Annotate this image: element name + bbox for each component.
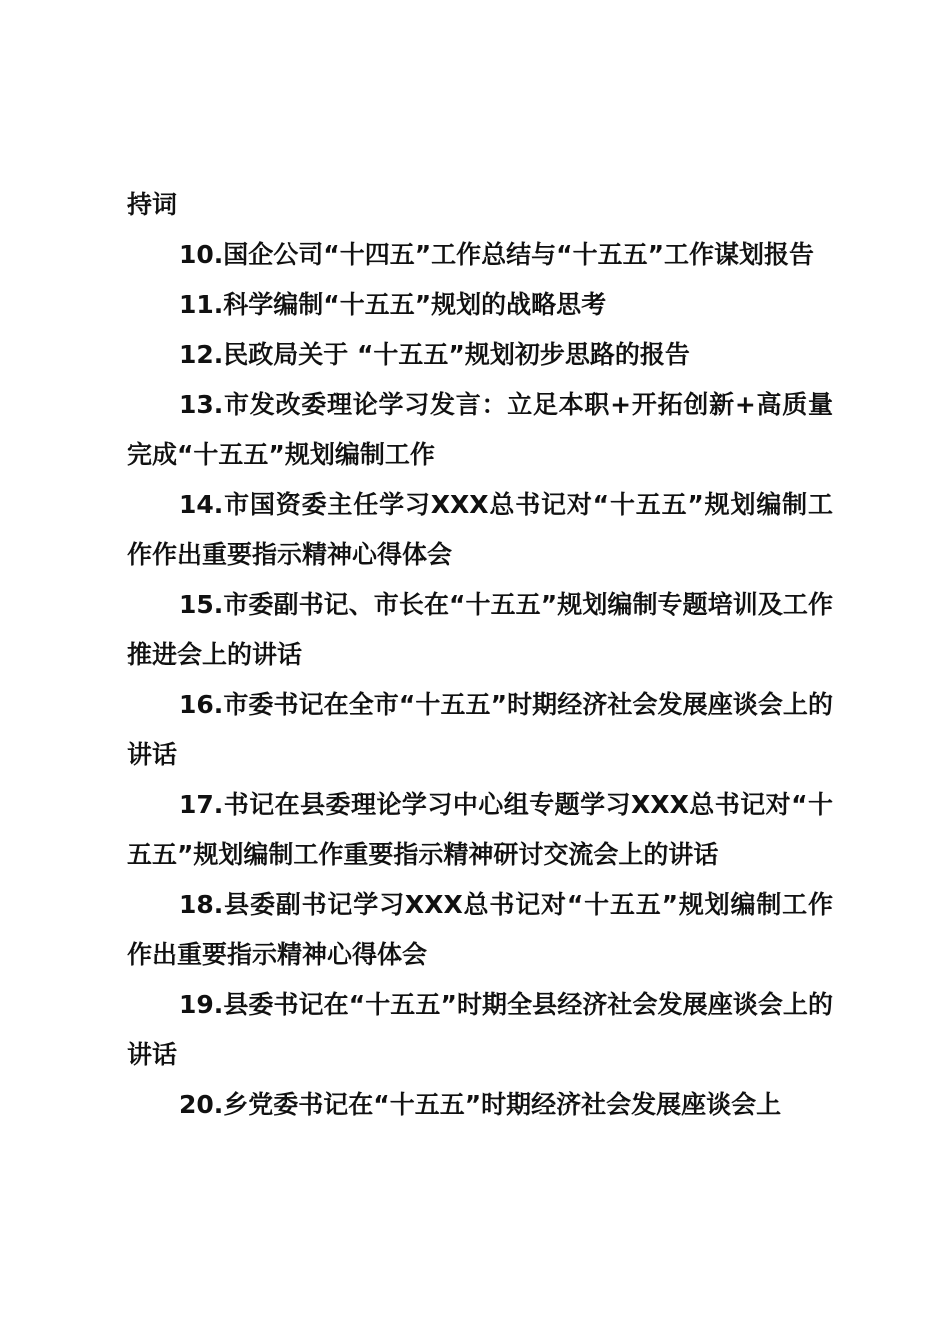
list-item: 13.市发改委理论学习发言：立足本职+开拓创新+高质量完成“十五五”规划编制工作: [127, 390, 833, 469]
list-item: 17.书记在县委理论学习中心组专题学习XXX总书记对“十五五”规划编制工作重要指示精神研讨交流会上的讲话: [127, 790, 833, 869]
list-item: 20.乡党委书记在“十五五”时期经济社会发展座谈会上: [179, 1090, 782, 1119]
document-body: [127, 180, 833, 1130]
list-item: 10.国企公司“十四五”工作总结与“十五五”工作谋划报告: [179, 240, 815, 269]
list-item: 15.市委副书记、市长在“十五五”规划编制专题培训及工作推进会上的讲话: [127, 590, 833, 669]
list-item: 16.市委书记在全市“十五五”时期经济社会发展座谈会上的讲话: [127, 690, 833, 769]
list-item: 11.科学编制“十五五”规划的战略思考: [179, 290, 607, 319]
list-item: 19.县委书记在“十五五”时期全县经济社会发展座谈会上的讲话: [127, 990, 833, 1069]
list-item: 18.县委副书记学习XXX总书记对“十五五”规划编制工作作出重要指示精神心得体会: [127, 890, 833, 969]
continued-line: 持词: [127, 190, 178, 219]
list-item: 12.民政局关于 “十五五”规划初步思路的报告: [179, 340, 690, 369]
list-item: 14.市国资委主任学习XXX总书记对“十五五”规划编制工作作出重要指示精神心得体会: [127, 490, 833, 569]
